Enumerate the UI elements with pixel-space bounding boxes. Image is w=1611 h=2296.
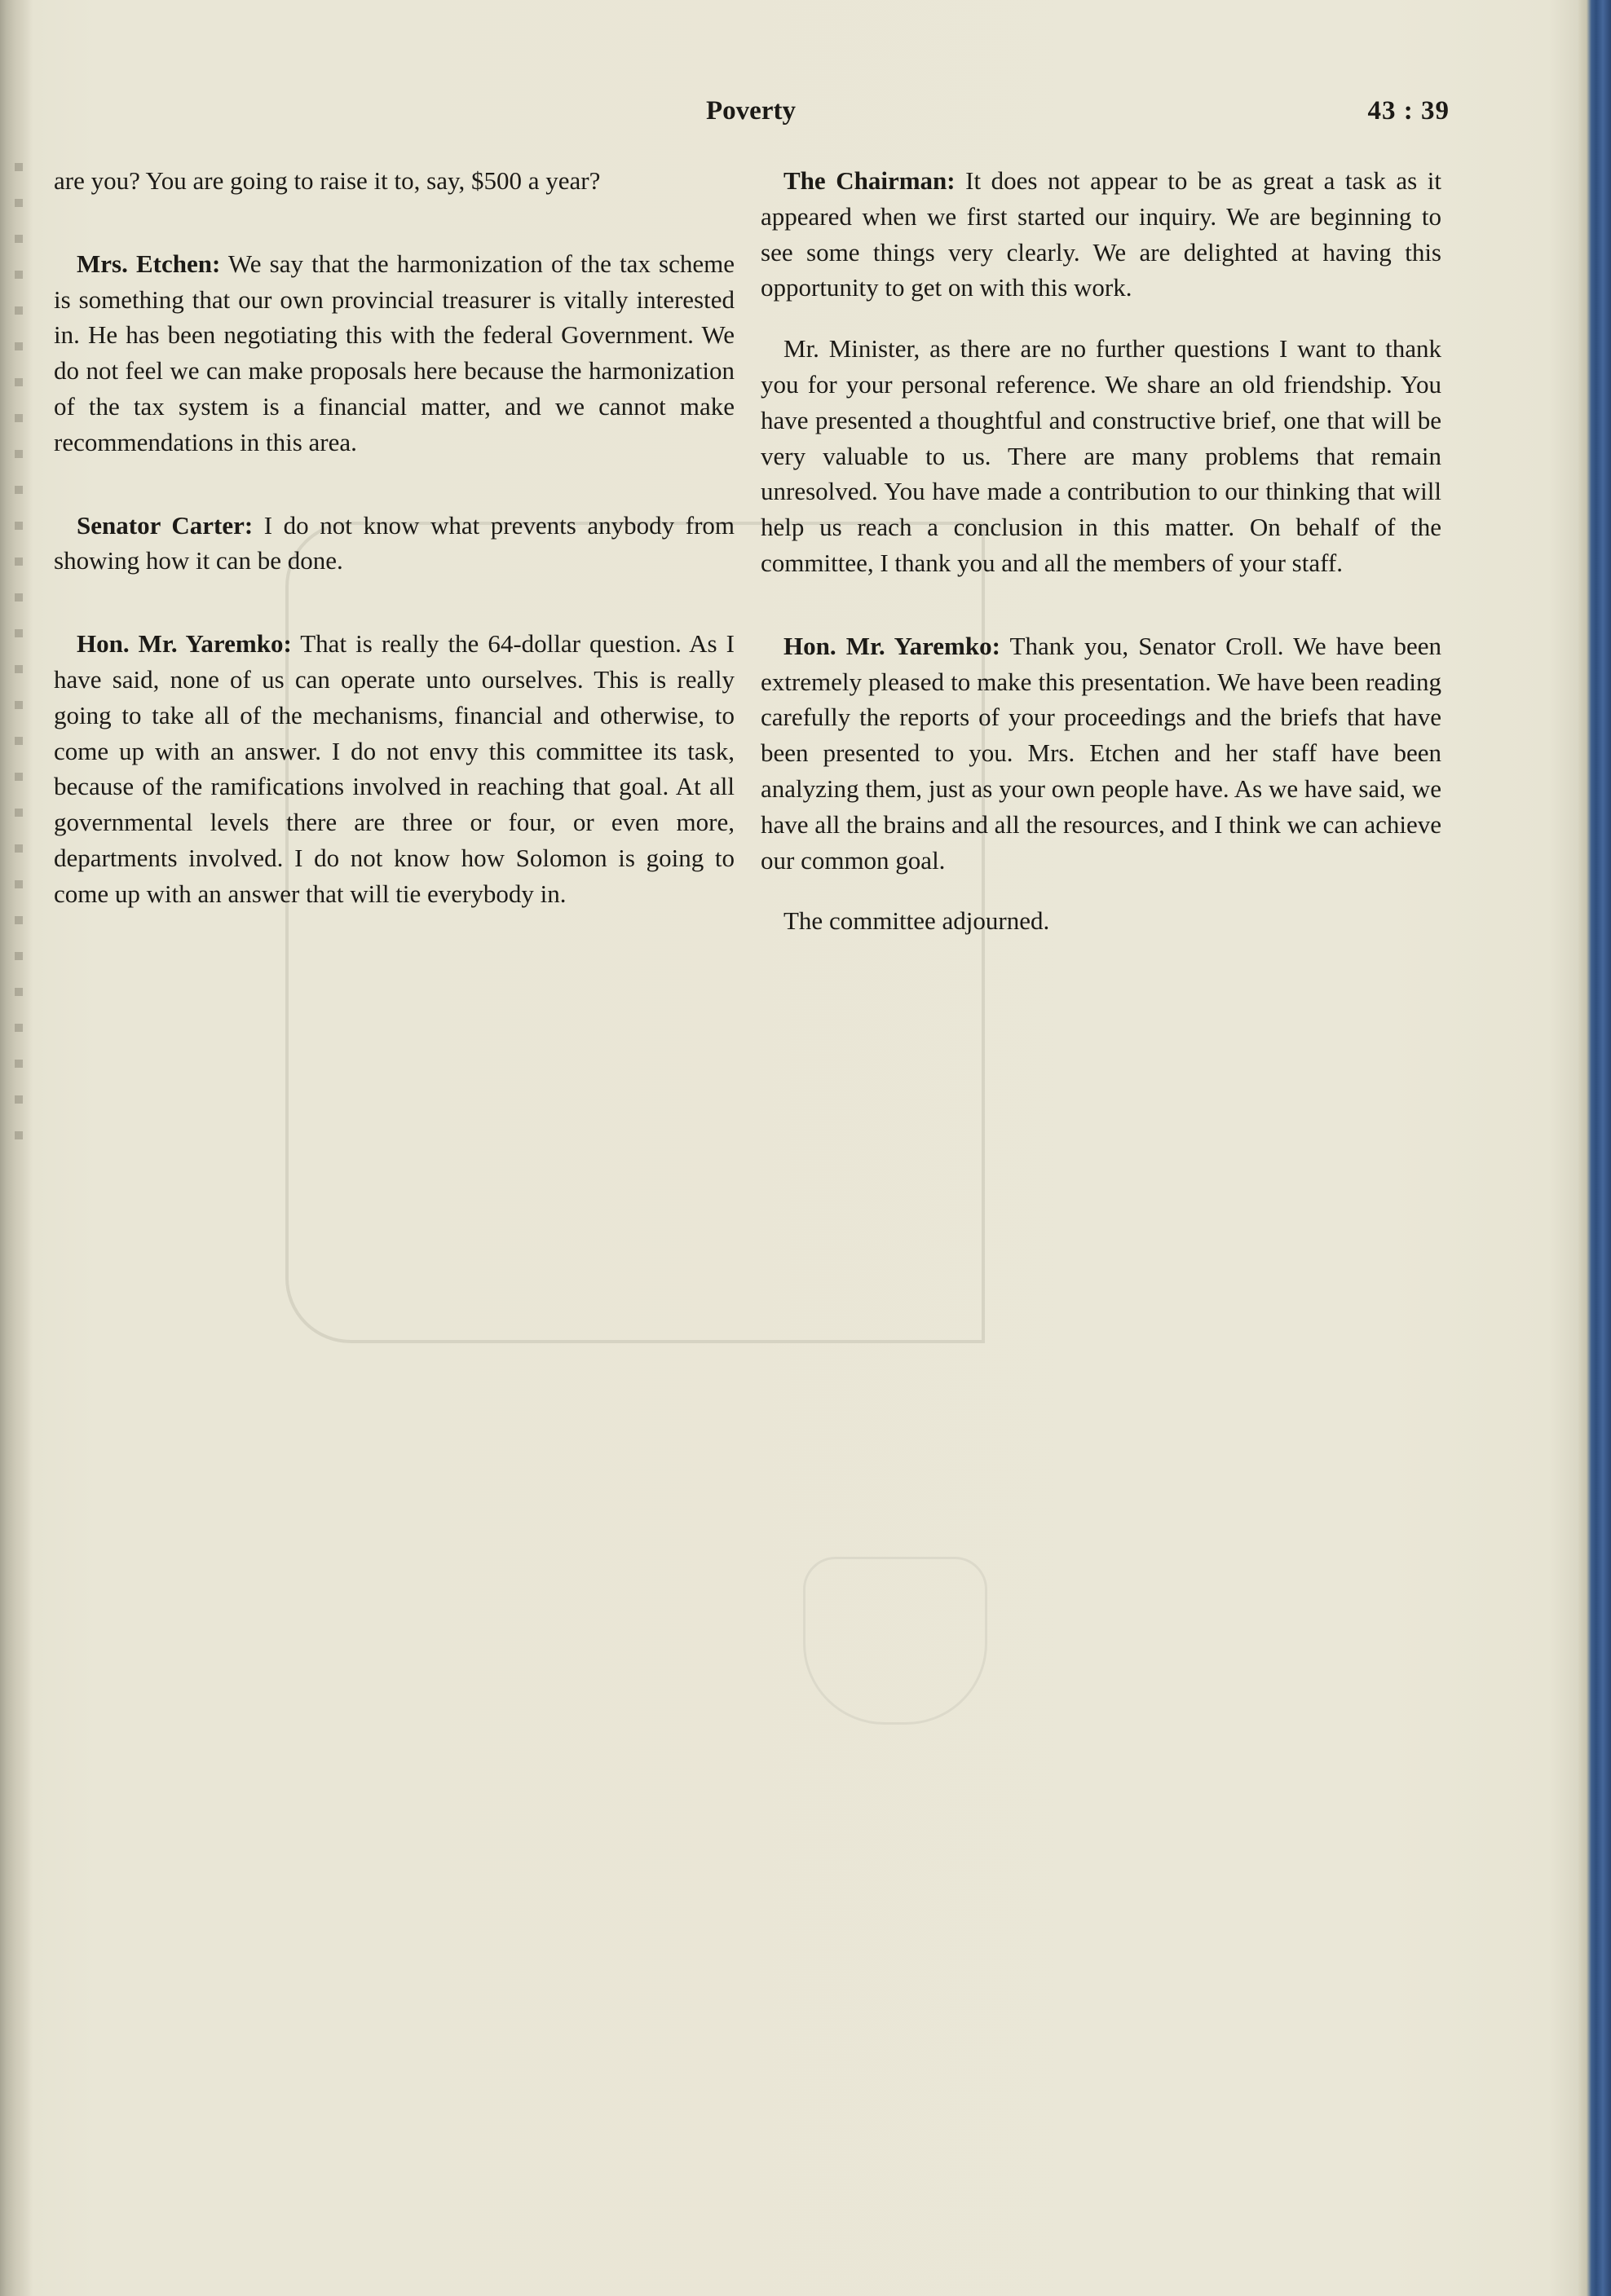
showthrough-line [175, 1386, 189, 1442]
paragraph-adjourned [761, 903, 1441, 939]
paragraph-text: We say that the harmonization of the tax scheme is something that our own provincial treasurer is vitally interested in. He has been negotiating this with the federal Government. We do not feel we can make proposals here because the harmonization of the tax system is a financial matter, and we cannot make recommendations in this area. [54, 249, 735, 456]
paragraph-text: are you? You are going to raise it to, say, $500 a year? [54, 166, 601, 195]
paragraph-chairman-cont [761, 331, 1441, 581]
paragraph-text: Mr. Minister, as there are no further questions I want to thank you for your personal reference. We share an old friendship. You have presented a thoughtful and constructive brief, one that will be very valuable to us. There are many problems that remain unresolved. You have made a contribution to our thinking that will help us reach a conclusion in this matter. On behalf of the committee, I thank you and all the members of your staff. [761, 334, 1441, 577]
paragraph-chairman [761, 163, 1441, 306]
speaker-name: Senator Carter: [77, 510, 254, 540]
paragraph-text: The committee adjourned. [783, 906, 1050, 936]
left-column [54, 163, 735, 912]
page-number: 43 : 39 [1367, 96, 1450, 126]
paragraph-yaremko-reply [761, 628, 1441, 879]
showthrough-large-lettering [310, 1182, 344, 1323]
speaker-name: Hon. Mr. Yaremko: [77, 629, 292, 659]
right-column [761, 163, 1441, 939]
running-title: Poverty [706, 96, 796, 126]
left-edge-marks [15, 163, 23, 1141]
speaker-name: The Chairman: [783, 166, 956, 195]
speaker-name: Hon. Mr. Yaremko: [783, 631, 1000, 660]
speaker-name: Mrs. Etchen: [77, 249, 221, 278]
paragraph-continuation [54, 163, 735, 199]
showthrough-crest [803, 1557, 987, 1725]
paragraph-text: It does not appear to be as great a task as it appeared when we first started our inquiry. We are beginning to see some things very clearly. We are delighted at having this opportunity to get on with this work. [761, 166, 1441, 302]
paragraph-carter [54, 508, 735, 580]
paragraph-yaremko [54, 626, 735, 911]
paragraph-text: That is really the 64-dollar question. As I have said, none of us can operate unto ourselves. This is really going to take all of the mechanisms, financial and otherwise, to come up with an answer. I do not envy this committee its task, because of the ramifications involved in reaching that goal. At all governmental levels there are three or four, or even more, departments involved. I do not know how Solomon is going to come up with an answer that will tie everybody in. [54, 629, 735, 908]
book-cover-edge [1578, 0, 1611, 2296]
paragraph-text: I do not know what prevents anybody from showing how it can be done. [54, 510, 735, 575]
paragraph-etchen [54, 246, 735, 461]
page-header [52, 96, 1450, 132]
paragraph-text: Thank you, Senator Croll. We have been extremely pleased to make this presentation. We have been reading carefully the reports of your proceedings and the briefs that have been presented to you. Mrs. Etchen and her staff have been analyzing them, just as your own people have. As we have said, we have all the brains and all the resources, and I think we can achieve our common goal. [761, 631, 1441, 875]
